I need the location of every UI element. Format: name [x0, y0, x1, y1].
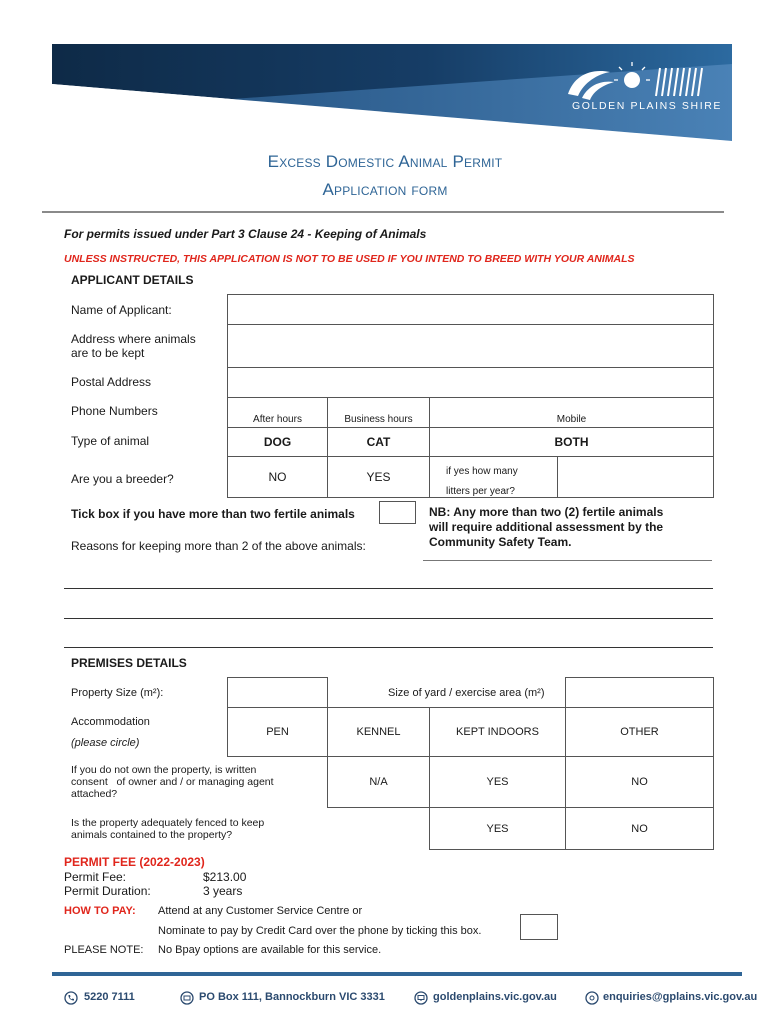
nb-note-3: Community Safety Team.: [429, 535, 572, 549]
reasons-line-3[interactable]: [64, 647, 713, 648]
form-title-line1: Excess Domestic Animal Permit: [267, 152, 503, 171]
applicant-details-heading: APPLICANT DETAILS: [71, 273, 194, 287]
yard-size-label: Size of yard / exercise area (m²): [388, 687, 545, 699]
fertile-animals-checkbox[interactable]: [379, 501, 416, 524]
name-field[interactable]: [227, 294, 714, 325]
accommodation-kennel-option[interactable]: KENNEL: [327, 707, 430, 757]
litters-field[interactable]: [557, 456, 714, 498]
address-label-2: are to be kept: [71, 346, 145, 360]
owner-consent-question-1: If you do not own the property, is written: [71, 764, 257, 776]
breeding-warning: UNLESS INSTRUCTED, THIS APPLICATION IS NOT TO BE USED IF YOU INTEND TO BREED WITH YOUR ANIMALS: [64, 253, 635, 265]
phone-business-label: Business hours: [344, 414, 413, 425]
breeder-no-option[interactable]: NO: [227, 456, 328, 498]
owner-consent-yes-option[interactable]: YES: [429, 756, 566, 808]
litters-label-1: if yes how many: [446, 466, 518, 477]
permit-duration-value: 3 years: [203, 884, 243, 898]
phone-after-hours-label: After hours: [253, 414, 302, 425]
animal-cat-option[interactable]: CAT: [327, 427, 430, 457]
phone-business-field[interactable]: [327, 397, 430, 428]
footer-divider: [52, 972, 742, 976]
footer-website[interactable]: goldenplains.vic.gov.au: [433, 991, 557, 1003]
reasons-label: Reasons for keeping more than 2 of the above animals:: [71, 539, 366, 553]
brand-name: GOLDEN PLAINS SHIRE: [572, 100, 723, 112]
postal-label: Postal Address: [71, 375, 152, 389]
please-note-text: No Bpay options are available for this service.: [158, 944, 382, 956]
footer-po-box: PO Box 111, Bannockburn VIC 3331: [199, 991, 385, 1003]
property-size-field[interactable]: [227, 677, 328, 708]
premises-details-heading: PREMISES DETAILS: [71, 656, 187, 670]
permit-fee-heading: PERMIT FEE (2022-2023): [64, 855, 205, 869]
breeder-label: Are you a breeder?: [71, 472, 174, 486]
please-note-label: PLEASE NOTE:: [64, 944, 144, 956]
form-title-line2: Application form: [322, 180, 448, 199]
fenced-yes-option[interactable]: YES: [429, 807, 566, 850]
animal-type-label: Type of animal: [71, 434, 150, 448]
animal-dog-option[interactable]: DOG: [227, 427, 328, 457]
credit-card-checkbox[interactable]: [520, 914, 558, 940]
phone-mobile-label: Mobile: [556, 414, 587, 425]
owner-consent-question-2: consent of owner and / or managing agent: [71, 776, 274, 788]
owner-consent-na-option[interactable]: N/A: [327, 756, 430, 808]
owner-consent-question-3: attached?: [71, 788, 118, 800]
permit-fee-label: Permit Fee:: [64, 870, 127, 884]
address-label-1: Address where animals: [71, 332, 196, 346]
property-size-label: Property Size (m²):: [71, 687, 164, 699]
yard-size-field[interactable]: [565, 677, 714, 708]
web-icon: [414, 991, 428, 1005]
reasons-line-2[interactable]: [64, 618, 713, 619]
owner-consent-no-option[interactable]: NO: [565, 756, 714, 808]
nb-note-2: will require additional assessment by the: [429, 520, 664, 534]
fenced-question-1: Is the property adequately fenced to keep: [71, 817, 265, 829]
please-circle-label: (please circle): [71, 737, 140, 749]
postal-field[interactable]: [227, 367, 714, 398]
phone-icon: [64, 991, 78, 1005]
mailbox-icon: [180, 991, 194, 1005]
accommodation-label: Accommodation: [71, 716, 150, 728]
breeder-yes-option[interactable]: YES: [327, 456, 430, 498]
title-divider: [42, 211, 724, 213]
email-icon: [585, 991, 599, 1005]
accommodation-indoors-option[interactable]: KEPT INDOORS: [429, 707, 566, 757]
fenced-question-2: animals contained to the property?: [71, 829, 233, 841]
name-label: Name of Applicant:: [71, 303, 172, 317]
nb-note-1: NB: Any more than two (2) fertile animals: [429, 505, 664, 519]
pay-instructions-1: Attend at any Customer Service Centre or: [158, 905, 363, 917]
permit-duration-label: Permit Duration:: [64, 884, 151, 898]
permits-note: For permits issued under Part 3 Clause 24 - Keeping of Animals: [64, 227, 427, 241]
litters-label-2: litters per year?: [446, 486, 515, 497]
footer-email[interactable]: enquiries@gplains.vic.gov.au: [603, 991, 758, 1003]
address-field[interactable]: [227, 324, 714, 368]
footer-phone[interactable]: 5220 7111: [84, 991, 135, 1003]
phone-after-hours-field[interactable]: [227, 397, 328, 428]
phone-label: Phone Numbers: [71, 404, 158, 418]
permit-fee-value: $213.00: [203, 870, 247, 884]
pay-instructions-2: Nominate to pay by Credit Card over the phone by ticking this box.: [158, 925, 482, 937]
reasons-line-1[interactable]: [64, 588, 713, 589]
tick-fertile-label: Tick box if you have more than two fertile animals: [71, 507, 355, 521]
phone-mobile-field[interactable]: [429, 397, 714, 428]
accommodation-other-option[interactable]: OTHER: [565, 707, 714, 757]
accommodation-pen-option[interactable]: PEN: [227, 707, 328, 757]
fenced-no-option[interactable]: NO: [565, 807, 714, 850]
how-to-pay-label: HOW TO PAY:: [64, 905, 136, 917]
nb-underline: [423, 560, 712, 561]
animal-both-option[interactable]: BOTH: [429, 427, 714, 457]
